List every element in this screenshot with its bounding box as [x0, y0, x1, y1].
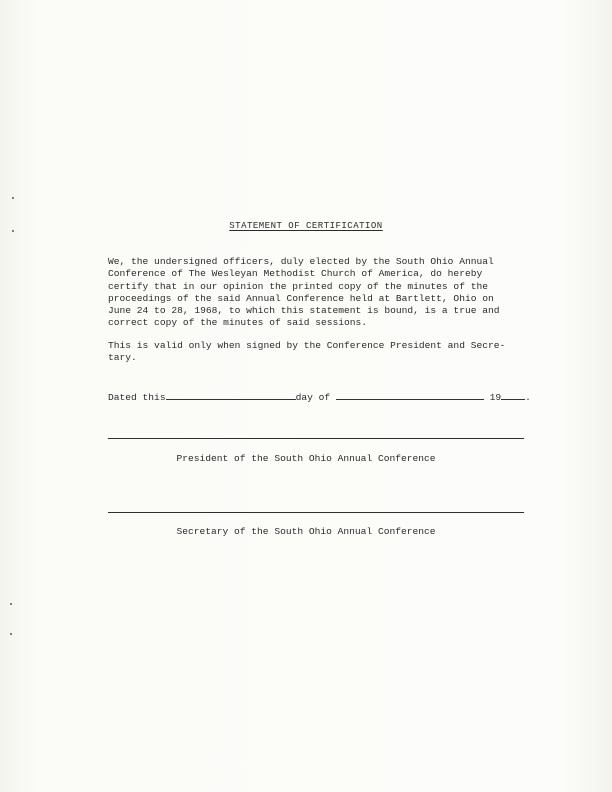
- secretary-caption: Secretary of the South Ohio Annual Conference: [176, 526, 436, 537]
- scan-speck: [10, 633, 12, 635]
- paragraph-line: tary.: [108, 352, 137, 364]
- dated-line: [108, 390, 531, 403]
- president-caption: President of the South Ohio Annual Conference: [176, 453, 436, 464]
- day-blank-field[interactable]: [166, 390, 296, 400]
- paragraph-line: certify that in our opinion the printed copy of the minutes of the: [108, 280, 488, 292]
- validity-paragraph: [108, 340, 528, 365]
- dated-prefix: Dated this: [108, 392, 166, 403]
- dated-middle: day of: [295, 392, 331, 403]
- paragraph-line: proceedings of the said Annual Conference held at Bartlett, Ohio on: [108, 292, 494, 304]
- paragraph-line: This is valid only when signed by the Conference President and Secre-: [108, 340, 506, 351]
- paragraph-line: We, the undersigned officers, duly elected by the South Ohio Annual: [108, 256, 494, 267]
- dated-suffix: .: [525, 392, 531, 403]
- document-title: STATEMENT OF CERTIFICATION: [229, 221, 383, 231]
- paragraph-line: correct copy of the minutes of said sessions.: [108, 317, 368, 329]
- secretary-signature-line[interactable]: [108, 512, 524, 513]
- month-blank-field[interactable]: [336, 390, 484, 400]
- year-blank-field[interactable]: [501, 390, 525, 400]
- year-prefix: 19: [489, 392, 502, 403]
- scan-speck: [12, 197, 14, 199]
- scan-speck: [10, 603, 12, 605]
- president-signature-line[interactable]: [108, 438, 524, 439]
- paragraph-line: June 24 to 28, 1968, to which this statement is bound, is a true and: [108, 305, 500, 317]
- paragraph-line: Conference of The Wesleyan Methodist Church of America, do hereby: [108, 268, 483, 280]
- certification-paragraph: [108, 256, 528, 330]
